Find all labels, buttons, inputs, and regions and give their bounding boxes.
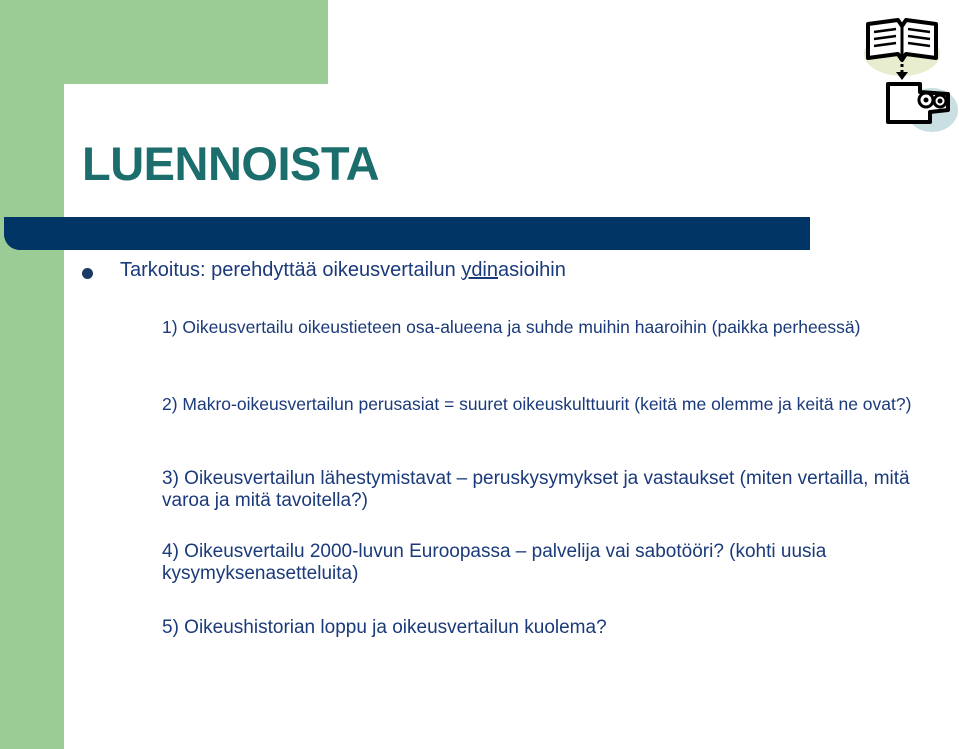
lead-suffix: asioihin [498,259,566,281]
lead-underlined: ydin [461,259,499,281]
title-divider-cap [4,217,40,250]
accent-strip-top [0,0,328,84]
list-item-5: 5) Oikeushistorian loppu ja oikeusvertailun kuolema? [162,617,607,638]
bullet-dot [82,268,93,279]
list-item-4: 4) Oikeusvertailu 2000-luvun Euroopassa – palvelija vai sabotööri? (kohti uusia kysymyksenasetteluita) [162,541,827,584]
lead-text [120,259,566,282]
list-item-1: 1) Oikeusvertailu oikeustieteen osa-alueena ja suhde muihin haaroihin (paikka perheessä) [162,317,861,337]
list-item-2: 2) Makro-oikeusvertailun perusasiat = suuret oikeuskulttuurit (keitä me olemme ja keitä ne ovat?) [162,394,912,414]
slide-title: LUENNOISTA [82,137,380,190]
book-reader-icon [858,14,958,132]
title-divider-bar [4,217,810,250]
list-item-3: 3) Oikeusvertailun lähestymistavat – peruskysymykset ja vastaukset (miten vertailla, mitä varoa ja mitä tavoitella?) [162,468,910,511]
accent-strip-left [0,0,64,749]
lead-prefix: Tarkoitus: perehdyttää oikeusvertailun [120,259,462,281]
